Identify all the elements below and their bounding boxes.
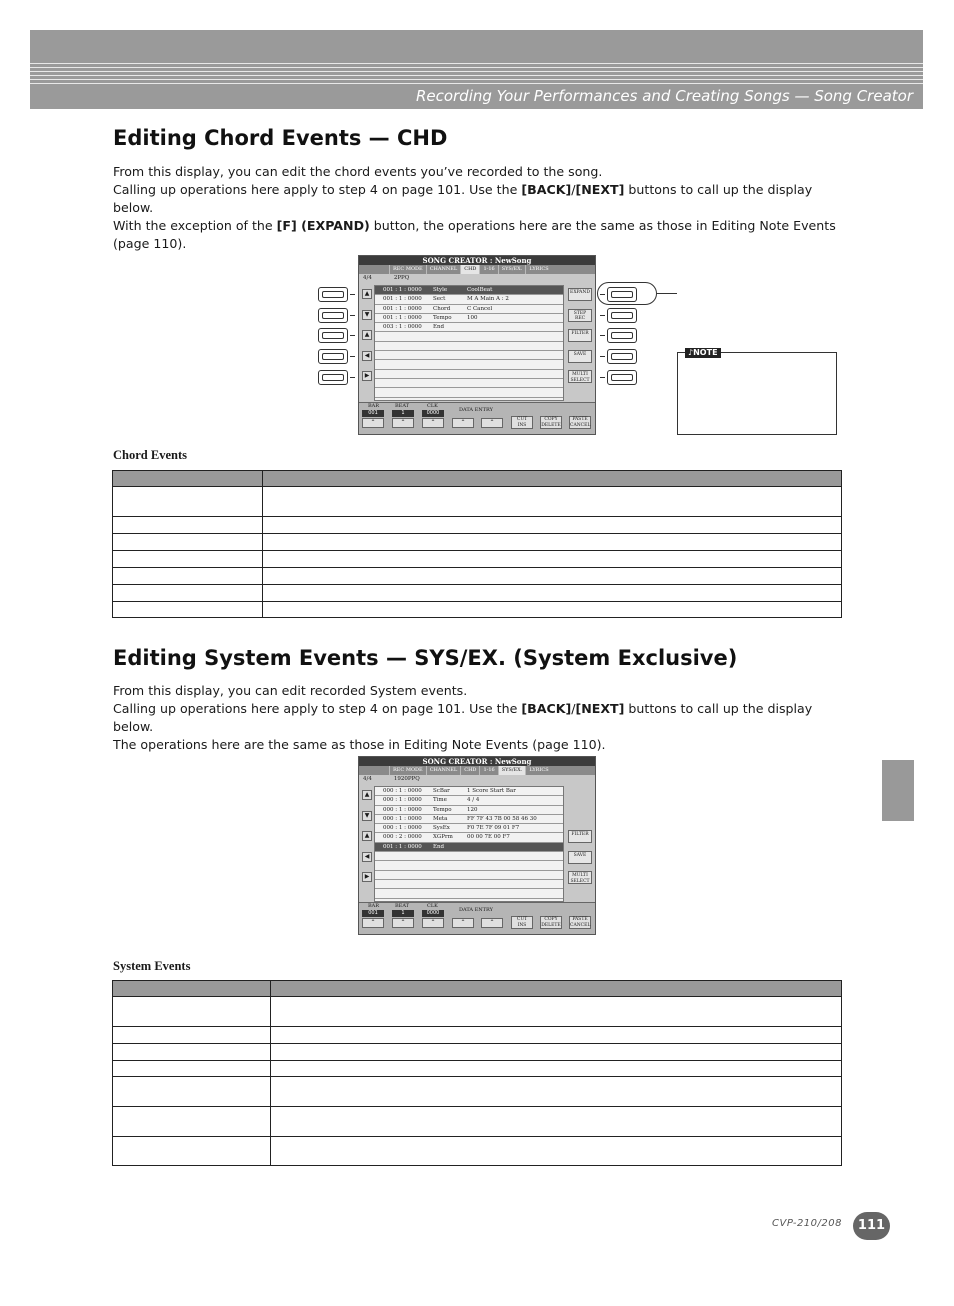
event-value: CoolBeat: [467, 287, 493, 293]
event-position: 000 : 1 : 0000: [383, 825, 422, 832]
screen2-title: SONG CREATOR : NewSong: [359, 757, 595, 766]
beat-val-value: 1: [392, 910, 414, 917]
up-down-knob[interactable]: ⌃: [452, 418, 474, 428]
note-box: [677, 352, 837, 435]
save-button[interactable]: SAVE: [568, 350, 592, 363]
screen2-lcd: [358, 756, 596, 935]
event-value: [467, 323, 563, 331]
event-value: C Cancel: [467, 305, 493, 312]
panel-button-left[interactable]: [318, 370, 348, 385]
connector-line: [350, 294, 355, 295]
tab-sys-ex-[interactable]: SYS/EX.: [498, 265, 526, 274]
empty-row: [375, 351, 563, 360]
empty-row: [375, 861, 563, 870]
event-position: 000 : 1 : 0000: [383, 806, 422, 813]
beat-val-value: 1: [392, 410, 414, 417]
tab-channel[interactable]: CHANNEL: [426, 766, 461, 775]
empty-row: [375, 370, 563, 379]
event-type: Meta: [433, 815, 448, 822]
screen2-event-list: [374, 786, 564, 902]
header-band: [30, 30, 923, 109]
event-value: 4 / 4: [467, 797, 480, 804]
event-value: [467, 843, 563, 851]
save-button[interactable]: SAVE: [568, 851, 592, 864]
event-position: 001 : 1 : 0000: [383, 314, 422, 321]
section2-p1: From this display, you can edit recorded System events.: [113, 683, 468, 698]
tab-rec-mode[interactable]: REC MODE: [389, 766, 426, 775]
section1-p3: With the exception of the [F] (EXPAND) button, the operations here are the same as those in Editing Note Events: [113, 218, 836, 233]
clk-label: CLK: [427, 903, 438, 909]
up-arrow-icon[interactable]: ▲: [362, 289, 372, 299]
panel-button-left[interactable]: [318, 308, 348, 323]
table-row: [113, 1044, 842, 1061]
clk-val-value: 0000: [422, 910, 444, 917]
bar-label: BAR: [368, 403, 380, 409]
cut-button[interactable]: CUT INS: [511, 416, 533, 429]
section2-p2: Calling up operations here apply to step 4 on page 101. Use the [BACK]/[NEXT] buttons to call up the display below.: [113, 701, 813, 734]
screen2-tabs: [359, 766, 595, 775]
screen1-subheader: 4/4 2PPQ: [363, 275, 410, 281]
left-arrow-icon[interactable]: ◀: [362, 852, 372, 862]
table-header-row: [113, 471, 842, 487]
down-arrow-icon[interactable]: ▼: [362, 310, 372, 320]
tab-lyrics[interactable]: LYRICS: [525, 766, 551, 775]
up-down-knob[interactable]: ⌃: [362, 418, 384, 428]
event-type: SysEx: [433, 825, 450, 832]
list-item[interactable]: [375, 305, 563, 314]
table-row: [113, 1137, 842, 1166]
event-value: F0 7E 7F 09 01 F7: [467, 825, 520, 832]
screen1-event-list: [374, 285, 564, 401]
event-position: 000 : 2 : 0000: [383, 834, 422, 841]
section1-p2: Calling up operations here apply to step 4 on page 101. Use the [BACK]/[NEXT] buttons to call up the display below.: [113, 182, 813, 215]
step-rec-button[interactable]: STEP REC: [568, 309, 592, 322]
connector-line: [350, 377, 355, 378]
cut-button[interactable]: CUT INS: [511, 916, 533, 929]
screen1-title: SONG CREATOR : NewSong: [359, 256, 595, 265]
tab-chd[interactable]: CHD: [460, 265, 479, 274]
tab-rec-mode[interactable]: REC MODE: [389, 265, 426, 274]
list-item[interactable]: [375, 314, 563, 323]
list-item[interactable]: [375, 787, 563, 796]
empty-row: [375, 388, 563, 397]
up-arrow-icon[interactable]: ▲: [362, 790, 372, 800]
list-item[interactable]: [375, 833, 563, 842]
list-item[interactable]: [375, 796, 563, 805]
empty-row: [375, 871, 563, 880]
screen1-tabs: [359, 265, 595, 274]
left-arrow-icon[interactable]: ◀: [362, 351, 372, 361]
section1-p1: From this display, you can edit the chord events you’ve recorded to the song.: [113, 164, 603, 179]
empty-row: [375, 342, 563, 351]
data-entry-label: DATA ENTRY: [459, 407, 493, 413]
list-item[interactable]: [375, 843, 563, 852]
clk-label: CLK: [427, 403, 438, 409]
chord-events-table: [112, 470, 842, 618]
up-down-knob[interactable]: ⌃: [392, 918, 414, 928]
event-value: 100: [467, 314, 478, 321]
table-row: [113, 1107, 842, 1137]
paste-button[interactable]: PASTE CANCEL: [570, 417, 591, 428]
system-events-caption: System Events: [113, 959, 191, 973]
event-type: Time: [433, 797, 447, 804]
event-value: FF 7F 43 7B 00 58 46 30: [467, 815, 537, 822]
up-down-knob[interactable]: ⌃: [362, 918, 384, 928]
model-name: CVP-210/208: [772, 1218, 842, 1229]
connector-line: [600, 356, 605, 357]
table-row: [113, 1027, 842, 1044]
section1-heading: Editing Chord Events — CHD: [113, 126, 448, 150]
connector-line: [350, 335, 355, 336]
event-type: End: [433, 324, 445, 331]
screen1-lcd: [358, 255, 596, 435]
tab-1-16[interactable]: 1-16: [479, 265, 497, 274]
event-type: XGPrm: [433, 834, 453, 841]
bar-val-value: 001: [362, 410, 384, 417]
tab-chd[interactable]: CHD: [460, 766, 479, 775]
list-item[interactable]: [375, 295, 563, 304]
table-row: [113, 1061, 842, 1077]
up-arrow-icon[interactable]: ▲: [362, 831, 372, 841]
table-row: [113, 551, 842, 568]
event-position: 000 : 1 : 0000: [383, 815, 422, 822]
table-row: [113, 1077, 842, 1107]
empty-row: [375, 880, 563, 889]
data-entry-label: DATA ENTRY: [459, 907, 493, 913]
section2-heading: Editing System Events — SYS/EX. (System Exclusive): [113, 646, 738, 670]
list-item[interactable]: [375, 286, 563, 295]
tab-sys-ex-[interactable]: SYS/EX.: [498, 766, 526, 775]
right-arrow-icon[interactable]: ▶: [362, 371, 372, 381]
event-value: 120: [467, 806, 478, 813]
table-row: [113, 517, 842, 534]
table-header-row: [113, 981, 842, 997]
event-type: Tempo: [433, 806, 452, 813]
clk-val-value: 0000: [422, 410, 444, 417]
event-value: 1 Score Start Bar: [467, 788, 516, 794]
beat-label: BEAT: [395, 903, 409, 909]
empty-row: [375, 379, 563, 388]
connector-line: [600, 377, 605, 378]
up-down-knob[interactable]: ⌃: [481, 918, 503, 928]
up-arrow-icon[interactable]: ▲: [362, 330, 372, 340]
table-row: [113, 602, 842, 618]
page-number: 111: [853, 1212, 890, 1240]
empty-row: [375, 332, 563, 341]
tab-channel[interactable]: CHANNEL: [426, 265, 461, 274]
filter-button[interactable]: FILTER: [568, 329, 592, 342]
filter-button[interactable]: FILTER: [568, 830, 592, 843]
section2-text: [113, 682, 843, 754]
event-position: 003 : 1 : 0000: [383, 324, 422, 331]
header-title: Recording Your Performances and Creating Songs — Song Creator: [415, 87, 913, 105]
bar-label: BAR: [368, 903, 380, 909]
event-type: ScBar: [433, 788, 450, 794]
table-row: [113, 487, 842, 517]
multi-select-button[interactable]: MULTI SELECT: [568, 871, 592, 884]
up-down-knob[interactable]: ⌃: [422, 418, 444, 428]
event-value: 00 00 7E 00 F7: [467, 834, 510, 841]
event-value: M A Main A : 2: [467, 296, 509, 303]
screen2-subheader: 4/4 1920PPQ: [363, 776, 420, 782]
panel-button-right[interactable]: [607, 308, 637, 323]
event-type: Style: [433, 287, 448, 293]
note-label: ♪NOTE: [685, 348, 721, 358]
header-stripes: [30, 60, 923, 84]
tab-1-16[interactable]: 1-16: [479, 766, 497, 775]
system-events-table: [112, 980, 842, 1166]
chord-events-caption: Chord Events: [113, 448, 187, 462]
table-row: [113, 568, 842, 585]
event-position: 001 : 1 : 0000: [383, 296, 422, 303]
list-item[interactable]: [375, 323, 563, 332]
up-down-knob[interactable]: ⌃: [422, 918, 444, 928]
down-arrow-icon[interactable]: ▼: [362, 811, 372, 821]
panel-button-left[interactable]: [318, 328, 348, 343]
expand-button[interactable]: EXPAND: [568, 288, 592, 301]
event-position: 000 : 1 : 0000: [383, 788, 422, 794]
event-position: 001 : 1 : 0000: [383, 305, 422, 312]
connector-line: [350, 315, 355, 316]
connector-line: [600, 335, 605, 336]
copy-button[interactable]: COPY DELETE: [541, 917, 561, 928]
list-item[interactable]: [375, 815, 563, 824]
table-row: [113, 997, 842, 1027]
expand-button-highlight: [597, 282, 657, 305]
panel-button-right[interactable]: [607, 370, 637, 385]
event-type: Tempo: [433, 314, 452, 321]
panel-button-right[interactable]: [607, 328, 637, 343]
chapter-tab-marker: [882, 760, 914, 821]
multi-select-button[interactable]: MULTI SELECT: [568, 370, 592, 383]
event-position: 001 : 1 : 0000: [383, 843, 422, 850]
screen2-bottom-bar: [359, 902, 595, 934]
beat-label: BEAT: [395, 403, 409, 409]
empty-row: [375, 360, 563, 369]
event-type: End: [433, 843, 445, 850]
event-position: 000 : 1 : 0000: [383, 797, 422, 804]
section1-text: [113, 163, 843, 253]
event-type: Sect: [433, 296, 446, 303]
panel-button-left[interactable]: [318, 287, 348, 302]
empty-row: [375, 889, 563, 898]
section2-p3: The operations here are the same as those in Editing Note Events (page 110).: [113, 737, 606, 752]
up-down-knob[interactable]: ⌃: [392, 418, 414, 428]
event-type: Chord: [433, 305, 451, 312]
section1-p3-cont: (page 110).: [113, 236, 187, 251]
up-down-knob[interactable]: ⌃: [481, 418, 503, 428]
right-arrow-icon[interactable]: ▶: [362, 872, 372, 882]
paste-button[interactable]: PASTE CANCEL: [570, 917, 591, 928]
tab-lyrics[interactable]: LYRICS: [525, 265, 551, 274]
table-row: [113, 585, 842, 602]
table-row: [113, 534, 842, 551]
panel-button-left[interactable]: [318, 349, 348, 364]
empty-row: [375, 852, 563, 861]
list-item[interactable]: [375, 806, 563, 815]
event-position: 001 : 1 : 0000: [383, 287, 422, 293]
connector-line: [600, 315, 605, 316]
list-item[interactable]: [375, 824, 563, 833]
panel-button-right[interactable]: [607, 349, 637, 364]
copy-button[interactable]: COPY DELETE: [541, 417, 561, 428]
screen1-bottom-bar: [359, 402, 595, 434]
up-down-knob[interactable]: ⌃: [452, 918, 474, 928]
connector-line: [350, 356, 355, 357]
bar-val-value: 001: [362, 910, 384, 917]
pointer-line: [657, 293, 677, 294]
